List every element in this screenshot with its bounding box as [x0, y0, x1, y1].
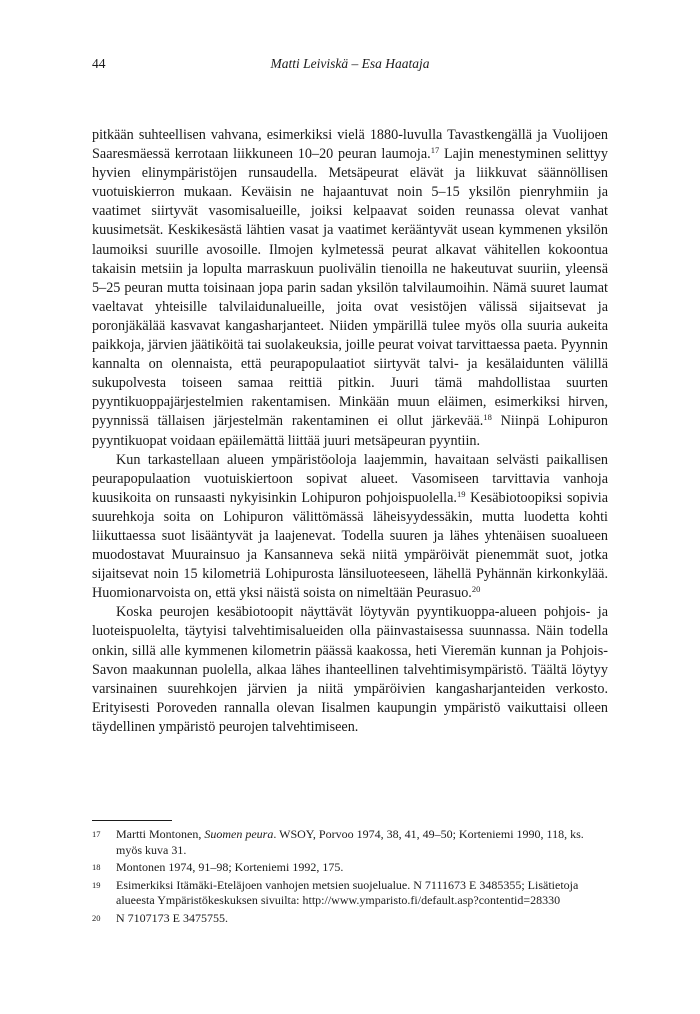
footnote-ref: 18 [483, 412, 492, 423]
text-run: Koska peurojen kesäbiotoopit näyttävät löytyvän pyyntikuoppa-alueen pohjois- ja luoteispuolelta, täytyisi talvehtimisalueiden olla päinvastaisessa suunnassa. Näin todella onkin, sillä alle kymmenen kilometrin päässä kaakossa, heti Vieremän kunnan ja Pohjois-Savon maakunnan puolella, alkaa lähes ihanteellinen talvehtimisympäristö. Täältä löytyy varsinainen suurehkojen järvien ja niitä ympäröivien kangasharjanteiden verkosto. Erityisesti Poroveden rannalla olevan Iisalmen kaupungin ympäristö vaikuttaisi olleen täydellinen ympäristö peurojen talvehtimiseen. [92, 604, 608, 735]
footnote-ref: 19 [456, 488, 466, 499]
text-run: Niinpä Lohipuron pyyntikuopat voidaan epäilemättä liittää juuri metsäpeuran pyyntiin. [92, 413, 608, 449]
running-title: Matti Leiviskä – Esa Haataja [270, 56, 430, 71]
running-head [92, 56, 608, 74]
footnote-number: 18 [92, 862, 101, 872]
footnote-entry [92, 860, 608, 876]
footnote-text [116, 827, 608, 858]
page-number: 44 [92, 56, 106, 71]
footnote-text: Montonen 1974, 91–98; Korteniemi 1992, 175. [116, 860, 344, 874]
footnote-number: 20 [92, 912, 101, 923]
paragraph [92, 603, 608, 737]
footnote-text: N 7107173 E 3475755. [116, 910, 228, 925]
footnote-text-run: Martti Montonen, [116, 827, 205, 841]
footnote-rule [92, 820, 172, 821]
paragraph [92, 451, 608, 604]
footnote-book-title: Suomen peura [204, 827, 274, 841]
footnote-entry [92, 878, 608, 909]
footnote-ref: 17 [430, 145, 440, 156]
footnotes [92, 827, 608, 928]
footnote-entry [92, 827, 608, 858]
footnote-entry [92, 911, 608, 927]
text-run: pitkään suhteellisen vahvana, esimerkiksi vielä 1880-luvulla Tavastkengällä ja Vuolijoen Saaresmäessä kerrotaan liikkuneen 10–20 peuran laumoja. [92, 127, 608, 163]
text-run: Kesäbiotoopiksi sopivia suurehkoja soita on Lohipuron välittömässä läheisyydessäkin, mutta luodetta kohti liikuttaessa suot lisääntyvät ja laajenevat. Todella suuren ja lähes yhtenäisen suoalueen muodostavat Muurainsuo ja Kansanneva sekä niitä ympäröivät pienemmät suot, jotka sijaitsevat noin 15 kilometriä Lohipurosta länsiluoteeseen, lähellä Pyhännän kirkonkylää. Huomionarvoista on, että yksi näistä soista on nimeltään Peurasuo. [92, 489, 608, 602]
text-run: Lajin menestyminen selittyy hyvien elinympäristöjen runsaudella. Metsäpeurat elävät ja liikkuvat säännöllisen vuotuiskierron mukaan. Keväisin ne hajaantuvat noin 5–15 yksilön pienryhmiin ja vaatimet siirtyvät vasomisalueille, joiksi kelpaavat soiden reunassa olevat vanhat kuusimetsät. Keskikesästä lähtien vasat ja vaatimet kerääntyvät usean kymmenen yksilön laumoiksi suurille avosoille. Ilmojen kylmetessä peurat alkavat vähitellen kokoontua takaisin metsiin ja lopulta marraskuun puolivälin tienoilla ne hakeutuvat suuriin, yleensä 5–25 peuran mutta toisinaan jopa parin sadan yksilön talvilaumoihin. Nämä suuret laumat vaeltavat yhteisille talvilaidunalueille, joita ovat vesistöjen välissä sijaitsevat ja poronjäkälää kasvavat kangasharjanteet. Niiden ympärillä tulee myös olla suuria aukeita paikkoja, järvien jäätiköitä tai suolakeuksia, joille peurat voivat tarvittaessa paeta. Pyynnin kannalta on olennaista, että peurapopulaatiot siirtyvät talvi- ja kesälaidunten välillä sukupolvesta toiseen samaa reittiä pitkin. Juuri tämä mahdollistaa suurten pyyntikuoppajärjestelmien rakentamisen. Minkään muun eläimen, esimerkiksi hirven, pyynnissä tällaisen järjestelmän rakentaminen ei ollut järkevää. [92, 146, 608, 430]
paragraph [92, 126, 608, 451]
text-run: Kun tarkastellaan alueen ympäristöoloja laajemmin, havaitaan selvästi paikallisen peurapopulaation vuotuiskiertoon sopivat alueet. Vasomiseen tarvittavia vanhoja kuusikoita on runsaasti nykyisinkin Lohipuron pohjoispuolella. [92, 451, 608, 506]
footnote-text-run: . WSOY, Porvoo 1974, 38, 41, 49–50; Korteniemi 1990, 118, ks. myös kuva 31. [116, 827, 584, 857]
footnote-number: 17 [92, 829, 101, 839]
footnote-ref: 20 [471, 584, 481, 595]
footnote-text: Esimerkiksi Itämäki-Eteläjoen vanhojen metsien suojelualue. N 7111673 E 3485355; Lisätietoja alueesta Ympäristökeskuksen sivuilta: http://www.ymparisto.fi/default.asp?contentid=28330 [116, 877, 579, 907]
footnote-number: 19 [92, 879, 101, 890]
main-text [92, 126, 608, 737]
